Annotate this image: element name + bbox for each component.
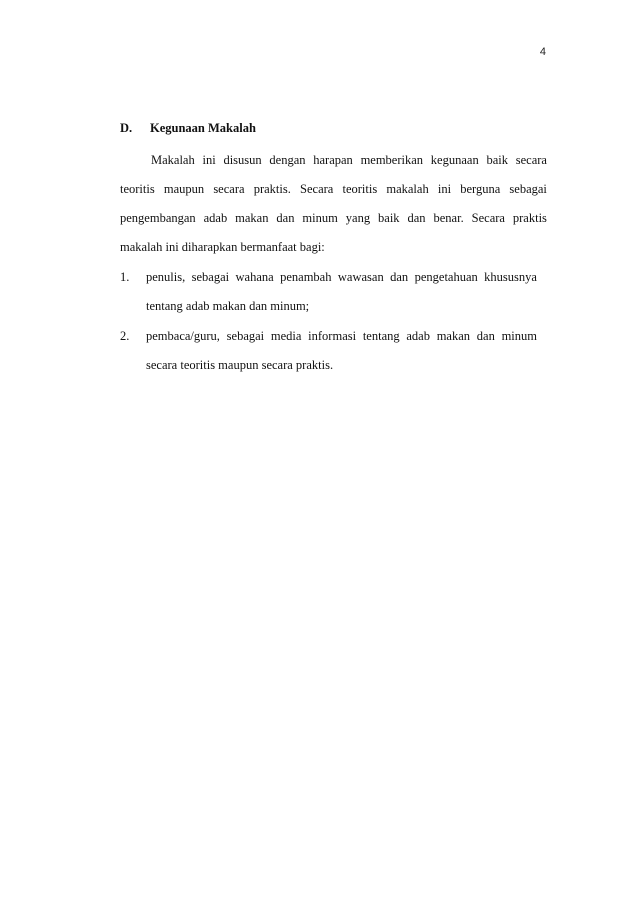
word: minum	[501, 329, 537, 343]
word: ini	[437, 182, 452, 196]
word: yang	[345, 211, 371, 225]
section-heading	[120, 121, 256, 136]
word: pengetahuan	[414, 270, 478, 284]
word: dan	[390, 270, 409, 284]
word: praktis.	[253, 182, 291, 196]
word: dan	[276, 211, 295, 225]
paragraph-line: makalah ini diharapkan bermanfaat bagi:	[120, 240, 325, 254]
word: makan	[436, 329, 471, 343]
list-marker: 1.	[120, 270, 130, 284]
word: disusun	[223, 153, 262, 167]
word: secara	[515, 153, 547, 167]
word: Makalah	[151, 153, 195, 167]
word: sebagai	[191, 270, 230, 284]
word: media	[270, 329, 302, 343]
word: teoritis	[120, 182, 155, 196]
word: dengan	[269, 153, 306, 167]
word: makalah	[386, 182, 429, 196]
word: baik	[378, 211, 400, 225]
list-item-line: tentang adab makan dan minum;	[146, 299, 310, 313]
paragraph-line	[120, 211, 547, 226]
word: dan	[476, 329, 495, 343]
word: tentang	[362, 329, 400, 343]
word: wahana	[235, 270, 274, 284]
word: sebagai	[509, 182, 547, 196]
word: pembaca/guru,	[146, 329, 220, 343]
word: sebagai	[226, 329, 265, 343]
word: penambah	[280, 270, 332, 284]
word: baik	[486, 153, 508, 167]
word: benar.	[433, 211, 464, 225]
word: pengembangan	[120, 211, 196, 225]
word: informasi	[308, 329, 357, 343]
word: berguna	[460, 182, 501, 196]
page-number: 4	[539, 46, 546, 58]
word: makan	[235, 211, 269, 225]
word: wawasan	[337, 270, 384, 284]
word: adab	[203, 211, 228, 225]
word: teoritis	[342, 182, 378, 196]
section-title: Kegunaan Makalah	[150, 121, 256, 135]
word: maupun	[163, 182, 205, 196]
list-item-line	[146, 270, 537, 285]
word: harapan	[313, 153, 353, 167]
word: memberikan	[360, 153, 424, 167]
word: secara	[213, 182, 245, 196]
word: kegunaan	[430, 153, 479, 167]
word: khususnya	[484, 270, 537, 284]
word: Secara	[300, 182, 334, 196]
word: minum	[302, 211, 338, 225]
list-marker: 2.	[120, 329, 130, 343]
paragraph-line	[120, 182, 547, 197]
paragraph-line	[151, 153, 547, 168]
word: ini	[202, 153, 216, 167]
list-item-line: secara teoritis maupun secara praktis.	[146, 358, 334, 372]
word: adab	[406, 329, 430, 343]
list-item-line	[146, 329, 537, 344]
section-letter: D.	[120, 121, 133, 135]
word: dan	[407, 211, 426, 225]
word: praktis	[512, 211, 547, 225]
word: Secara	[471, 211, 505, 225]
word: penulis,	[146, 270, 186, 284]
